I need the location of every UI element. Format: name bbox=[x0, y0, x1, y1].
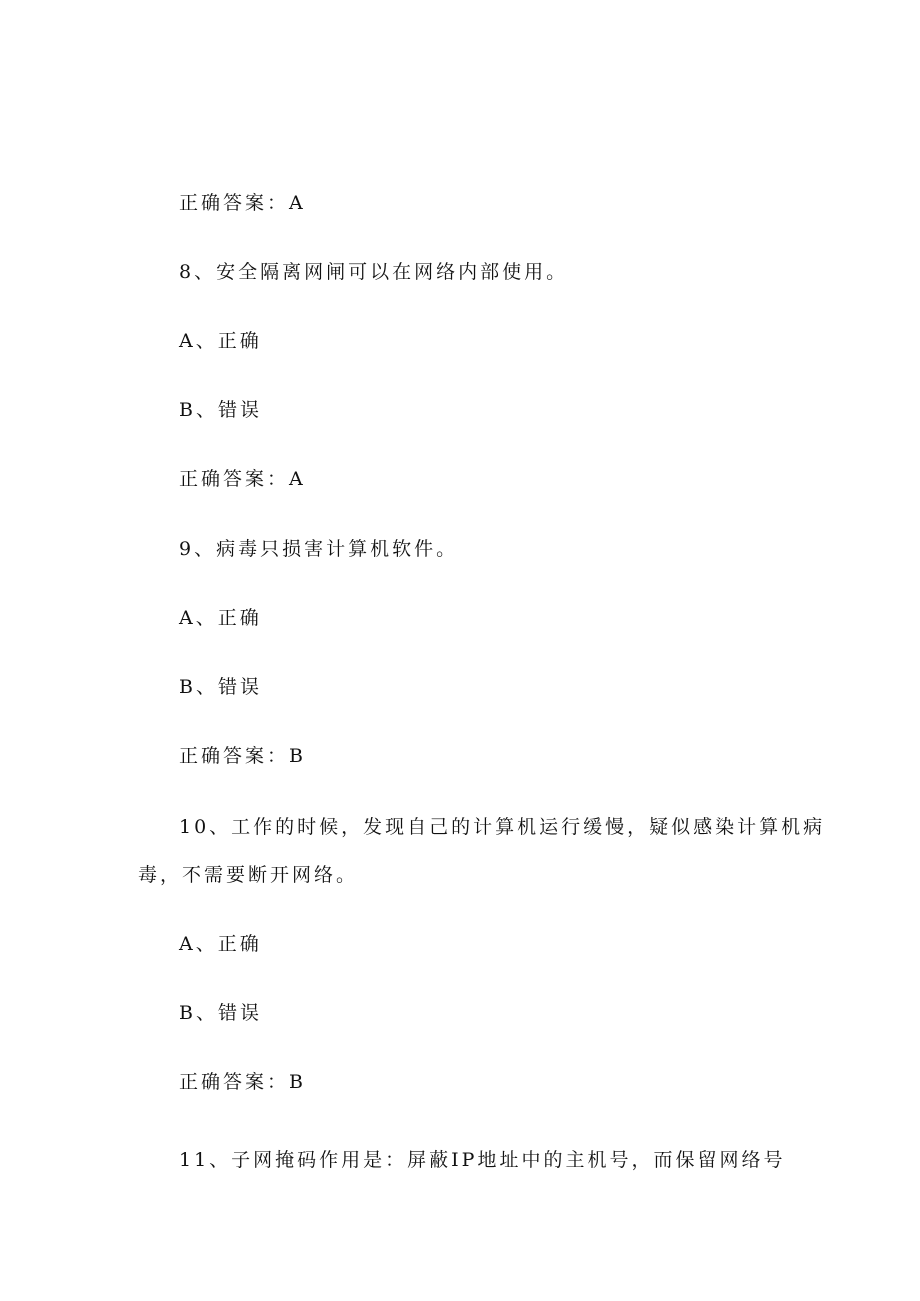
question-8: 8、安全隔离网闸可以在网络内部使用。 bbox=[179, 261, 569, 283]
option-a: A、正确 bbox=[179, 330, 262, 352]
question-10-line-1: 10、工作的时候，发现自己的计算机运行缓慢，疑似感染计算机病 bbox=[179, 816, 826, 838]
option-a: A、正确 bbox=[179, 607, 262, 629]
question-11: 11、子网掩码作用是：屏蔽IP地址中的主机号，而保留网络号 bbox=[179, 1149, 786, 1171]
option-b: B、错误 bbox=[179, 399, 262, 421]
option-b: B、错误 bbox=[179, 1002, 262, 1024]
question-9: 9、病毒只损害计算机软件。 bbox=[179, 538, 459, 560]
answer-line: 正确答案：A bbox=[179, 192, 306, 214]
question-10-line-2: 毒，不需要断开网络。 bbox=[138, 864, 359, 886]
answer-line: 正确答案：B bbox=[179, 745, 306, 767]
answer-line: 正确答案：A bbox=[179, 468, 306, 490]
option-a: A、正确 bbox=[179, 933, 262, 955]
option-b: B、错误 bbox=[179, 676, 262, 698]
answer-line: 正确答案：B bbox=[179, 1071, 306, 1093]
